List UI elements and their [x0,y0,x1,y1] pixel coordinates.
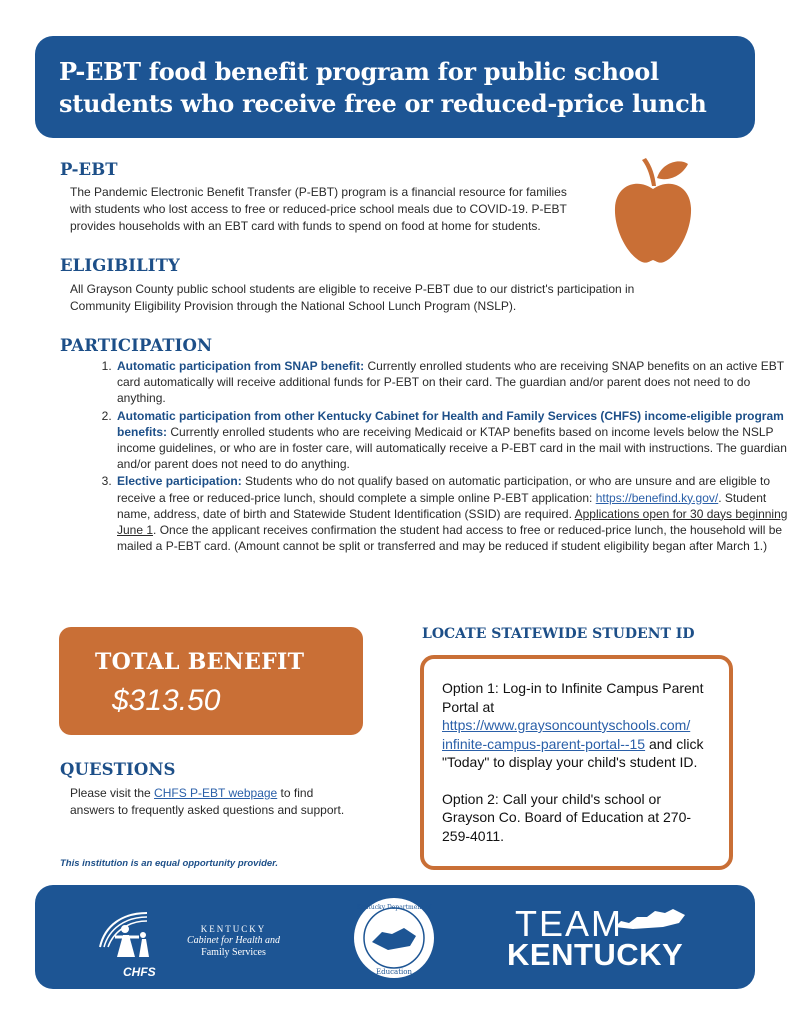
list-item: 3. Elective participation: Students who do not qualify based on automatic participation, or who are unsure and are eligible to receive a free or reduced-price lunch, should complete a simple online P-EBT application: https://benefind.ky.gov/. Student name, address, date of birth and Statewide Student Identification (SSID) are required. Applications open for 30 days beginning June 1. Once the applicant receives confirmation the student had access to free or reduced-price lunch, the household will be mailed a P-EBT card. (Amount cannot be split or transferred and may be reduced if student eligibility began after March 1.) [115,473,791,554]
questions-text: Please visit the CHFS P-EBT webpage to find answers to frequently asked questions and support. [70,786,345,817]
equal-opportunity-note: This institution is an equal opportunity provider. [60,858,278,869]
participation-list [60,358,791,555]
locate-heading: LOCATE STATEWIDE STUDENT ID [422,626,695,642]
list-item: 2. Automatic participation from other Kentucky Cabinet for Health and Family Services (CHFS) income-eligible program benefits: Currently enrolled students who are receiving Medicaid or KTAP benefits based on income levels below the NSLP income guidelines, or who are in foster care, will automatically receive a P-EBT card in the mail with instructions. The guardian and/or parent does not need to do anything. [115,408,791,473]
eligibility-heading: ELIGIBILITY [60,256,180,275]
svg-text:Education: Education [376,968,412,976]
kentucky-wordmark: KENTUCKY [507,937,684,972]
pebt-description: The Pandemic Electronic Benefit Transfer (P-EBT) program is a financial resource for families with students who lost access to free or reduced-price school meals due to COVID-19. P-EBT provides households with an EBT card with funds to spend on food at home for students. [70,185,567,233]
participation-heading: PARTICIPATION [60,336,213,355]
eligibility-description: All Grayson County public school students are eligible to receive P-EBT due to our district's participation in Community Eligibility Provision through the National School Lunch Program (NSLP). [70,282,635,313]
chfs-family-icon [95,907,165,963]
locate-id-box [420,655,733,870]
team-wordmark: TEAM [515,903,624,944]
svg-text:Kentucky Department of: Kentucky Department of [356,904,432,911]
benefind-link[interactable]: https://benefind.ky.gov/ [595,490,719,505]
chfs-wordmark: CHFS [123,965,156,979]
page-title: P-EBT food benefit program for public school students who receive free or reduced-price lunch [59,57,707,118]
total-benefit-label: TOTAL BENEFIT [95,649,305,675]
chfs-name: KENTUCKY Cabinet for Health and Family Services [187,924,281,958]
chfs-webpage-link[interactable]: CHFS P-EBT webpage [154,786,278,800]
pebt-heading: P-EBT [60,160,118,179]
footer-banner [35,885,755,989]
kde-seal-icon [352,896,436,980]
total-benefit-value: $313.50 [112,684,221,717]
header-banner [35,36,755,138]
kentucky-state-icon [613,907,687,933]
option-2: Option 2: Call your child's school or Grayson Co. Board of Education at 270-259-4011. [442,790,692,844]
total-benefit-box [59,627,363,735]
option-1: Option 1: Log-in to Infinite Campus Parent Portal at https://www.graysoncountyschools.com/ infinite-campus-parent-portal--15 and click "Today" to display your child's student ID. [442,680,704,770]
apple-icon [612,156,694,268]
list-item: 1. Automatic participation from SNAP benefit: Currently enrolled students who are receiving SNAP benefits on an active EBT card automatically will receive additional funds for P-EBT on their card. The guardian and/or parent does not need to do anything. [115,358,791,407]
questions-heading: QUESTIONS [60,760,176,779]
infinite-campus-link[interactable]: https://www.graysoncountyschools.com/ infinite-campus-parent-portal--15 [442,717,691,752]
